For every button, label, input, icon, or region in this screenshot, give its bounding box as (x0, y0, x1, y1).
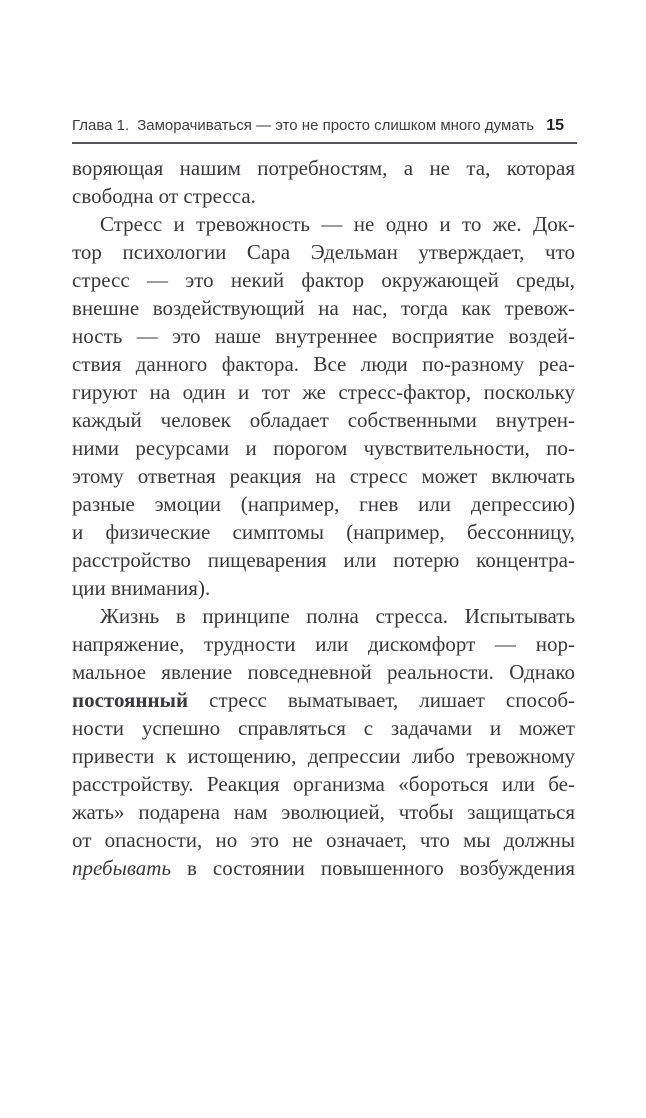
text-line: и физические симптомы (например, бессонницу, (72, 520, 575, 544)
paragraph (72, 602, 575, 882)
page-header (72, 117, 577, 144)
text-line: ции внимания). (72, 576, 211, 600)
text-line: воряющая нашим потребностям, а не та, которая (72, 156, 575, 180)
text-line: расстройство пищеварения или потерю концентра- (72, 548, 575, 572)
text-line: гируют на один и тот же стресс-фактор, поскольку (72, 380, 575, 404)
text-line: стресс — это некий фактор окружающей среды, (72, 268, 575, 292)
text-line: этому ответная реакция на стресс может включать (72, 464, 575, 488)
text-line: тор психологии Сара Эдельман утверждает, что (72, 240, 575, 264)
text-line: внешне воздействующий на нас, тогда как тревож- (72, 296, 575, 320)
text-line: Стресс и тревожность — не одно и то же. Док- (100, 212, 575, 236)
text-line: постоянный стресс выматывает, лишает способ- (72, 688, 575, 712)
text-line: пребывать в состоянии повышенного возбуждения (72, 856, 575, 880)
page-body (72, 154, 575, 882)
book-page (0, 117, 646, 1118)
text-line: жать» подарена нам эволюцией, чтобы защищаться (72, 800, 575, 824)
text-line: разные эмоции (например, гнев или депрессию) (72, 492, 575, 516)
paragraph (72, 154, 575, 210)
text-line: ности успешно справляться с задачами и может (72, 716, 575, 740)
text-line: ность — это наше внутреннее восприятие воздей- (72, 324, 575, 348)
text-line: ствия данного фактора. Все люди по-разному реа- (72, 352, 575, 376)
text-line: напряжение, трудности или дискомфорт — нор- (72, 632, 575, 656)
text-line: свободна от стресса. (72, 184, 256, 208)
paragraph (72, 210, 575, 602)
text-line: привести к истощению, депрессии либо тревожному (72, 744, 575, 768)
text-line: ними ресурсами и порогом чувствительности, по- (72, 436, 575, 460)
text-line: Жизнь в принципе полна стресса. Испытывать (100, 604, 575, 628)
text-line: мальное явление повседневной реальности. Однако (72, 660, 575, 684)
chapter-label: Глава 1. (72, 117, 130, 134)
text-line: от опасности, но это не означает, что мы должны (72, 828, 575, 852)
text-line: расстройству. Реакция организма «бороться или бе- (72, 772, 575, 796)
page-number: 15 (546, 117, 564, 134)
chapter-title: Заморачиваться — это не просто слишком много думать (137, 117, 535, 134)
text-line: каждый человек обладает собственными внутрен- (72, 408, 575, 432)
